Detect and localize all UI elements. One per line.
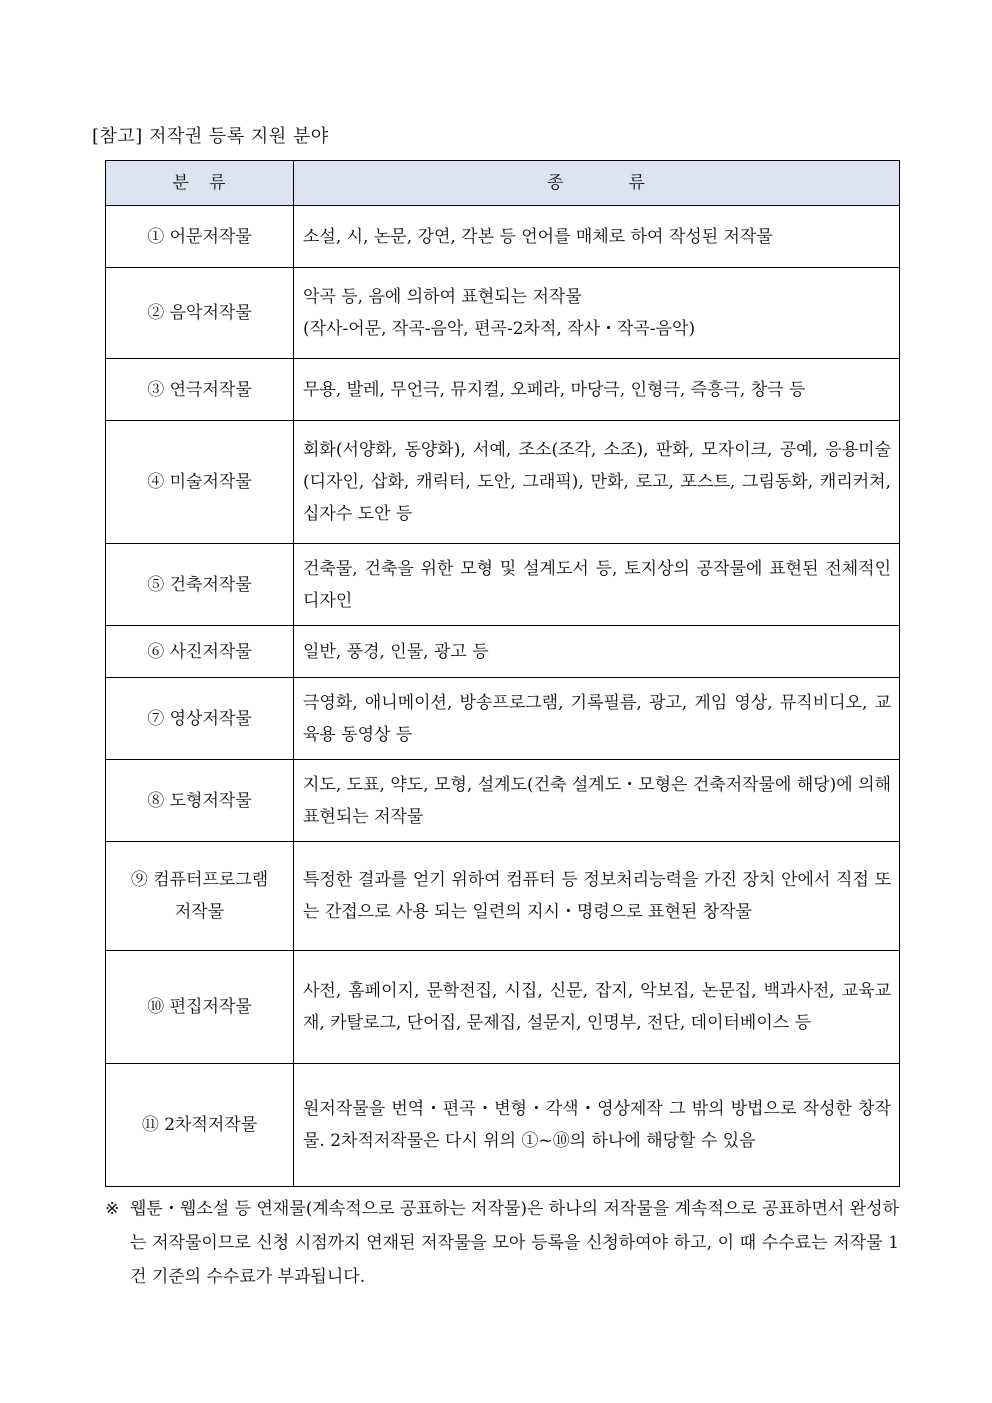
kinds-cell: 극영화, 애니메이션, 방송프로그램, 기록필름, 광고, 게임 영상, 뮤직비디오, 교육용 동영상 등: [294, 678, 900, 760]
table-row: [106, 421, 900, 544]
footnote: [105, 1192, 899, 1294]
category-cell: ⑦ 영상저작물: [106, 678, 294, 760]
category-cell: ⑥ 사진저작물: [106, 626, 294, 678]
category-cell: ① 어문저작물: [106, 206, 294, 268]
kinds-cell: 건축물, 건축을 위한 모형 및 설계도서 등, 토지상의 공작물에 표현된 전체적인 디자인: [294, 544, 900, 626]
table-row: [106, 206, 900, 268]
table-row: [106, 268, 900, 359]
kinds-cell: 특정한 결과를 얻기 위하여 컴퓨터 등 정보처리능력을 가진 장치 안에서 직접 또는 간접으로 사용 되는 일련의 지시・명령으로 표현된 창작물: [294, 842, 900, 951]
page-title: [참고] 저작권 등록 지원 분야: [92, 126, 329, 147]
kinds-cell: 회화(서양화, 동양화), 서예, 조소(조각, 소조), 판화, 모자이크, 공예, 응용미술(디자인, 삽화, 캐릭터, 도안, 그래픽), 만화, 로고, 포스트, 그림동화, 캐리커쳐, 십자수 도안 등: [294, 421, 900, 544]
kinds-cell: 악곡 등, 음에 의하여 표현되는 저작물 (작사-어문, 작곡-음악, 편곡-2차적, 작사・작곡-음악): [294, 268, 900, 359]
table-row: [106, 1064, 900, 1187]
copyright-fields-table: [105, 160, 900, 1187]
category-cell: ⑨ 컴퓨터프로그램 저작물: [106, 842, 294, 951]
category-cell: ⑤ 건축저작물: [106, 544, 294, 626]
kinds-cell: 사전, 홈페이지, 문학전집, 시집, 신문, 잡지, 악보집, 논문집, 백과사전, 교육교재, 카탈로그, 단어집, 문제집, 설문지, 인명부, 전단, 데이터베이스 등: [294, 951, 900, 1064]
note-text: 웹툰・웹소설 등 연재물(계속적으로 공표하는 저작물)은 하나의 저작물을 계속적으로 공표하면서 완성하는 저작물이므로 신청 시점까지 연재된 저작물을 모아 등록을 신청하여야 하고, 이 때 수수료는 저작물 1건 기준의 수수료가 부과됩니다.: [130, 1199, 899, 1287]
category-cell: ⑩ 편집저작물: [106, 951, 294, 1064]
category-cell: ④ 미술저작물: [106, 421, 294, 544]
table-row: [106, 544, 900, 626]
kinds-cell: 지도, 도표, 약도, 모형, 설계도(건축 설계도・모형은 건축저작물에 해당)에 의해 표현되는 저작물: [294, 760, 900, 842]
category-cell: ③ 연극저작물: [106, 359, 294, 421]
table-header-row: [106, 161, 900, 206]
table-row: [106, 678, 900, 760]
table-row: [106, 842, 900, 951]
table-row: [106, 359, 900, 421]
kinds-cell: 일반, 풍경, 인물, 광고 등: [294, 626, 900, 678]
table-row: [106, 760, 900, 842]
category-cell: ⑪ 2차적저작물: [106, 1064, 294, 1187]
category-cell: ② 음악저작물: [106, 268, 294, 359]
header-category: 분 류: [106, 161, 294, 206]
note-mark: ※: [105, 1199, 120, 1219]
kinds-cell: 무용, 발레, 무언극, 뮤지컬, 오페라, 마당극, 인형극, 즉흥극, 창극 등: [294, 359, 900, 421]
category-cell: ⑧ 도형저작물: [106, 760, 294, 842]
header-kinds: 종 류: [294, 161, 900, 206]
kinds-cell: 원저작물을 번역・편곡・변형・각색・영상제작 그 밖의 방법으로 작성한 창작물. 2차적저작물은 다시 위의 ①~⑩의 하나에 해당할 수 있음: [294, 1064, 900, 1187]
table-row: [106, 626, 900, 678]
table-row: [106, 951, 900, 1064]
kinds-cell: 소설, 시, 논문, 강연, 각본 등 언어를 매체로 하여 작성된 저작물: [294, 206, 900, 268]
